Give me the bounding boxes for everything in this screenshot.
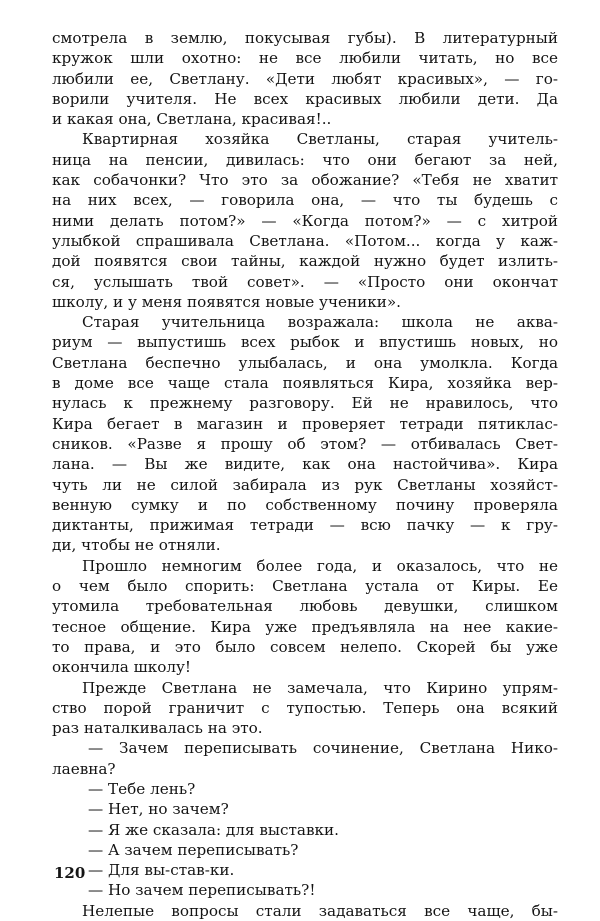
dialogue-line: — Но зачем переписывать?! <box>88 881 316 900</box>
text-line: ство порой граничит с тупостью. Теперь она всякий <box>52 698 558 717</box>
dialogue-line: — Нет, но зачем? <box>88 800 229 819</box>
text-line: о чем было спорить: Светлана устала от Киры. Ее <box>52 577 558 596</box>
page-number: 120 <box>54 864 86 882</box>
text-line: Квартирная хозяйка Светланы, старая учитель- <box>82 130 558 149</box>
text-line: Кира бегает в магазин и проверяет тетради пятиклас- <box>52 414 558 433</box>
text-line: ворили учителя. Не всех красивых любили дети. Да <box>52 89 558 108</box>
text-line: как собачонки? Что это за обожание? «Тебя не хватит <box>52 171 558 190</box>
dialogue-line: — Я же сказала: для выставки. <box>88 820 339 839</box>
dialogue-line: — Тебе лень? <box>88 779 196 798</box>
text-line: улыбкой спрашивала Светлана. «Потом... когда у каж- <box>52 231 558 250</box>
text-line: утомила требовательная любовь девушки, слишком <box>52 597 558 616</box>
text-line: дой появятся свои тайны, каждой нужно будет излить- <box>52 252 558 271</box>
text-line: Нелепые вопросы стали задаваться все чаще, бы- <box>82 901 558 920</box>
text-line: риум — выпустишь всех рыбок и впустишь новых, но <box>52 333 558 352</box>
dialogue-line: — Зачем переписывать сочинение, Светлана Нико- <box>88 739 558 758</box>
text-line: чуть ли не силой забирала из рук Светланы хозяйст- <box>52 475 558 494</box>
text-line: окончила школу! <box>52 658 192 677</box>
text-line: любили ее, Светлану. «Дети любят красивых», — го- <box>52 69 558 88</box>
text-line: Прежде Светлана не замечала, что Кирино упрям- <box>82 678 558 697</box>
text-line: на них всех, — говорила она, — что ты будешь с <box>52 191 558 210</box>
text-line: тесное общение. Кира уже предъявляла на нее какие- <box>52 617 558 636</box>
text-line: сников. «Разве я прошу об этом? — отбивалась Свет- <box>52 434 558 453</box>
dialogue-line: — Для вы-став-ки. <box>88 861 235 880</box>
text-line: и какая она, Светлана, красивая!.. <box>52 110 332 129</box>
text-line: смотрела в землю, покусывая губы). В литературный <box>52 29 558 47</box>
text-line: ница на пенсии, дивилась: что они бегают за ней, <box>52 150 558 169</box>
text-line: то права, и это было совсем нелепо. Скорей бы уже <box>52 637 558 656</box>
dialogue-line: — А зачем переписывать? <box>88 840 299 859</box>
text-line: ди, чтобы не отняли. <box>52 536 221 555</box>
body-text <box>52 28 558 921</box>
text-line: Прошло немногим более года, и оказалось, что не <box>82 556 558 575</box>
text-line: Старая учительница возражала: школа не аква- <box>82 313 558 332</box>
text-line: ся, услышать твой совет». — «Просто они окончат <box>52 272 558 291</box>
text-line: ними делать потом?» — «Когда потом?» — с хитрой <box>52 211 558 230</box>
dialogue-line: лаевна? <box>52 759 116 778</box>
text-line: нулась к прежнему разговору. Ей не нравилось, что <box>52 394 558 413</box>
text-line: раз наталкивалась на это. <box>52 719 263 738</box>
text-line: в доме все чаще стала появляться Кира, хозяйка вер- <box>52 374 558 393</box>
text-line: лана. — Вы же видите, как она настойчива». Кира <box>52 455 558 474</box>
text-line: школу, и у меня появятся новые ученики». <box>52 292 402 311</box>
text-line: кружок шли охотно: не все любили читать, но все <box>52 49 558 68</box>
text-line: венную сумку и по собственному почину проверяла <box>52 495 558 514</box>
text-line: диктанты, прижимая тетради — всю пачку — к гру- <box>52 516 558 535</box>
text-line: Светлана беспечно улыбалась, и она умолкла. Когда <box>52 353 558 372</box>
